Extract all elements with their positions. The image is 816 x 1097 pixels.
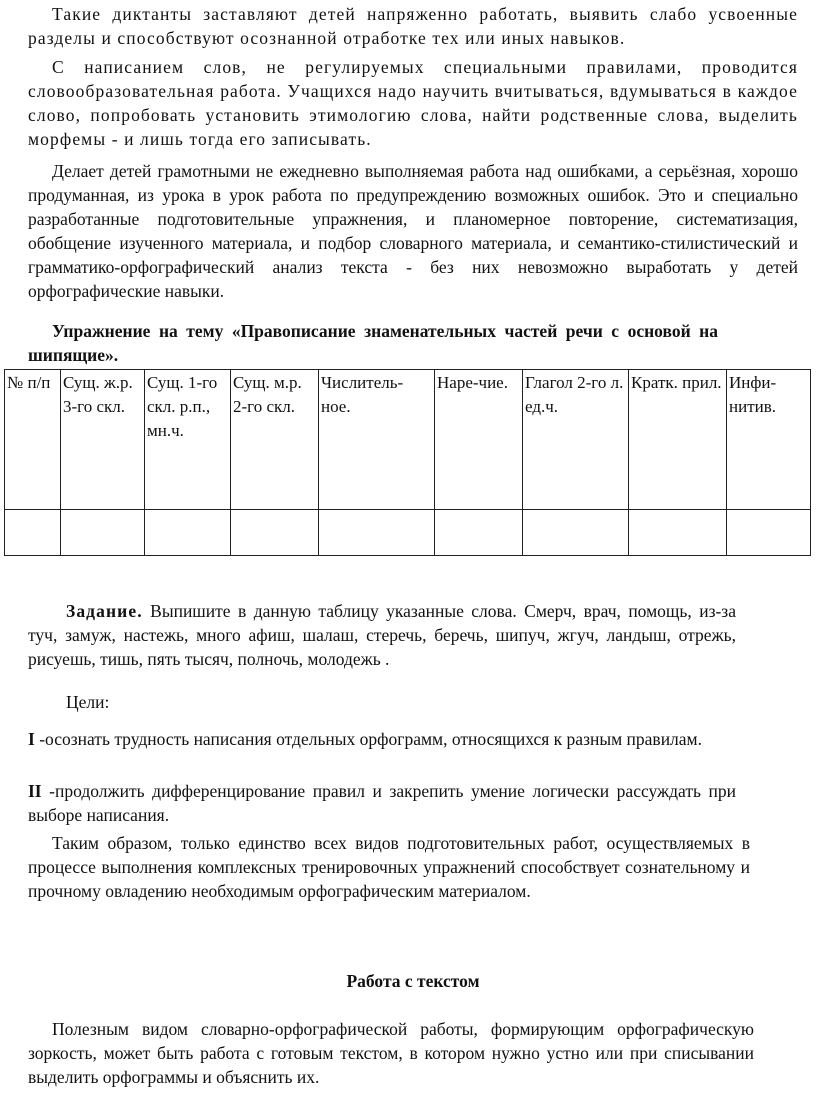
paragraph-error-prevention: Делает детей грамотными не ежедневно выполняемая работа над ошибками, а серьёзная, хорошо продуманная, из урока в урок работа по предупреждению возможных ошибок. Это и специально разработанные подготовительные упражнения, и планомерное повторение, систематизация, обобщение изученного материала, и подбор словарного материала, и семантико-стилистический и грамматико-орфографический анализ текста - без них невозможно выработать у детей орфографические навыки. <box>28 161 798 301</box>
section-paragraph: Полезным видом словарно-орфографической работы, формирующим орфографическую зоркость, может быть работа с готовым текстом, в котором нужно устно или при списывании выделить орфограммы и объяснить их. <box>28 1019 754 1087</box>
task-text: Выпишите в данную таблицу указанные слова. Смерч, врач, помощь, из-за туч, замуж, настежь, много афиш, шалаш, стеречь, беречь, шипуч, жгуч, ландыш, отрежь, рисуешь, тишь, пять тысяч, полночь, молодежь . <box>28 601 736 669</box>
header-noun-1-gen-pl: Сущ. 1-го скл. р.п., мн.ч. <box>145 370 231 510</box>
header-number: № п/п <box>5 370 61 510</box>
goal-number-2: II <box>28 781 42 801</box>
table-cell[interactable] <box>231 510 319 556</box>
conclusion-paragraph: Таким образом, только единство всех видов подготовительных работ, осуществляемых в процессе выполнения комплексных тренировочных упражнений способствует сознательному и прочному овладению необходимым орфографическим материалом. <box>28 833 750 901</box>
goal-text-1: -осознать трудность написания отдельных орфограмм, относящихся к разным правилам. <box>34 729 703 749</box>
goal-text-2: -продолжить дифференцирование правил и закрепить умение логически рассуждать при выборе написания. <box>28 781 736 825</box>
table-cell[interactable] <box>319 510 435 556</box>
exercise-title: Упражнение на тему «Правописание знаменательных частей речи с основой на шипящие». <box>28 321 718 365</box>
section-heading: Работа с текстом <box>346 971 480 991</box>
task-label: Задание. <box>66 601 143 621</box>
goal-number-1: I <box>28 729 35 749</box>
table-cell[interactable] <box>629 510 727 556</box>
table-row <box>5 510 811 556</box>
header-noun-masc-2: Сущ. м.р. 2-го скл. <box>231 370 319 510</box>
exercise-table <box>4 369 811 556</box>
paragraph-dictations: Такие диктанты заставляют детей напряженно работать, выявить слабо усвоенные разделы и способствуют осознанной отработке тех или иных навыков. <box>28 4 798 48</box>
table-cell[interactable] <box>523 510 629 556</box>
goal-item-1 <box>28 727 736 751</box>
header-short-adj: Кратк. прил. <box>629 370 727 510</box>
table-header-row <box>5 370 811 510</box>
goals-heading: Цели: <box>66 692 110 712</box>
header-adverb: Наре-чие. <box>435 370 523 510</box>
paragraph-word-formation: С написанием слов, не регулируемых специальными правилами, проводится словообразовательная работа. Учащихся надо научить вчитываться, вдумываться в каждое слово, попробовать установить этимологию слова, найти родственные слова, выделить морфемы - и лишь тогда его записывать. <box>28 57 798 149</box>
table-cell[interactable] <box>145 510 231 556</box>
table-cell[interactable] <box>5 510 61 556</box>
table-cell[interactable] <box>61 510 145 556</box>
header-numeral: Числитель-ное. <box>319 370 435 510</box>
header-noun-fem-3: Сущ. ж.р. 3-го скл. <box>61 370 145 510</box>
header-infinitive: Инфи-нитив. <box>727 370 811 510</box>
table-cell[interactable] <box>435 510 523 556</box>
table-cell[interactable] <box>727 510 811 556</box>
task-paragraph <box>28 599 736 671</box>
goal-item-2 <box>28 779 736 827</box>
header-verb-2-sg: Глагол 2-го л. ед.ч. <box>523 370 629 510</box>
